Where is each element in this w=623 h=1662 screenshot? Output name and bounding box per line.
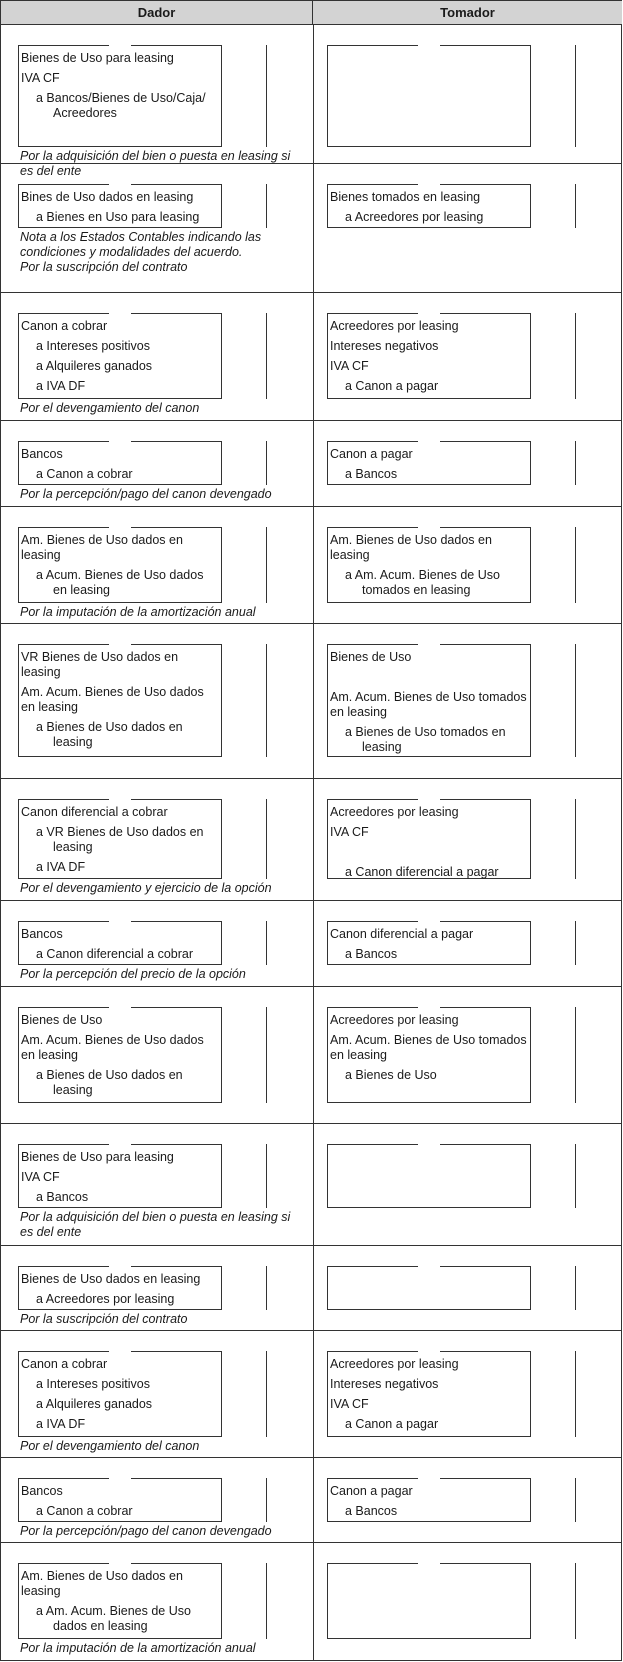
header-dador: Dador <box>1 1 313 25</box>
ledger-rule <box>266 527 267 603</box>
account-line: a Acreedores por leasing <box>36 1292 175 1306</box>
account-box <box>18 45 222 147</box>
entry-note: Por el devengamiento del canon <box>20 1439 200 1453</box>
account-line <box>330 670 528 685</box>
account-line: a Canon a cobrar <box>36 467 133 481</box>
account-line: a Bienes de Uso dados en leasing <box>36 720 183 749</box>
account-line: Am. Acum. Bienes de Uso tomados en leasing <box>330 690 527 719</box>
account-line: Acreedores por leasing <box>330 319 459 333</box>
account-box <box>18 527 222 603</box>
dador-cell <box>1 1246 313 1330</box>
account-box <box>18 799 222 879</box>
tomador-cell <box>314 624 621 778</box>
account-box <box>327 799 531 879</box>
entry-row <box>1 164 621 293</box>
account-box <box>327 45 531 147</box>
account-line: Bancos <box>21 447 63 461</box>
account-line: Canon a pagar <box>330 447 413 461</box>
entry-note: Por la suscripción del contrato <box>20 1312 188 1326</box>
account-line: a Bienes en Uso para leasing <box>36 210 200 224</box>
entry-row <box>1 25 621 178</box>
account-box <box>327 184 531 228</box>
account-box <box>18 1144 222 1208</box>
account-line: Am. Bienes de Uso dados en leasing <box>21 1569 183 1598</box>
entry-row <box>1 901 621 987</box>
account-line: IVA CF <box>21 71 60 85</box>
account-box <box>327 1563 531 1639</box>
account-line: a Canon diferencial a cobrar <box>36 947 194 961</box>
tomador-cell <box>314 1458 621 1542</box>
account-box <box>327 1007 531 1103</box>
account-box <box>327 527 531 603</box>
account-line: Bancos <box>21 1484 63 1498</box>
dador-cell <box>1 25 313 178</box>
entry-note: Por la adquisición del bien o puesta en leasing si es del ente <box>20 1210 291 1239</box>
entry-row <box>1 293 621 421</box>
entry-row <box>1 1458 621 1543</box>
account-line: Bines de Uso dados en leasing <box>21 190 194 204</box>
account-line: a Bancos/Bienes de Uso/Caja/ Acreedores <box>36 91 206 120</box>
ledger-rule <box>575 527 576 603</box>
entry-row <box>1 1331 621 1458</box>
entry-row <box>1 624 621 779</box>
ledger-rule <box>575 441 576 485</box>
entry-row <box>1 421 621 507</box>
account-line: Bienes de Uso para leasing <box>21 51 174 65</box>
account-box <box>18 1351 222 1437</box>
account-box <box>327 1351 531 1437</box>
account-line: Canon a cobrar <box>21 319 108 333</box>
ledger-rule <box>266 1478 267 1522</box>
dador-cell <box>1 164 313 292</box>
entry-note: Por la percepción/pago del canon devengado <box>20 487 272 501</box>
dador-cell <box>1 901 313 986</box>
account-box <box>18 184 222 228</box>
dador-cell <box>1 1124 313 1245</box>
account-box <box>327 1144 531 1208</box>
account-line: a Alquileres ganados <box>36 359 153 373</box>
ledger-rule <box>575 1478 576 1522</box>
account-line: Acreedores por leasing <box>330 1357 459 1371</box>
account-line: a Canon a pagar <box>345 379 439 393</box>
dador-cell <box>1 987 313 1123</box>
tomador-cell <box>314 25 621 163</box>
account-line: a Bienes de Uso <box>345 1068 437 1082</box>
account-line: Bienes de Uso <box>21 1013 103 1027</box>
entry-row <box>1 1246 621 1331</box>
entry-row <box>1 1543 621 1661</box>
account-line: a Intereses positivos <box>36 339 150 353</box>
account-line: VR Bienes de Uso dados en leasing <box>21 650 179 679</box>
account-line <box>330 845 528 860</box>
ledger-rule <box>575 921 576 965</box>
tomador-cell <box>314 779 621 900</box>
account-line: Am. Bienes de Uso dados en leasing <box>21 533 183 562</box>
account-line: a VR Bienes de Uso dados en leasing <box>36 825 204 854</box>
account-line: a Bancos <box>345 947 398 961</box>
account-line: Am. Acum. Bienes de Uso dados en leasing <box>21 685 204 714</box>
ledger-rule <box>575 184 576 228</box>
tomador-cell <box>314 1543 621 1660</box>
account-line: Intereses negativos <box>330 1377 439 1391</box>
ledger-rule <box>266 1351 267 1437</box>
account-line: IVA CF <box>330 1397 369 1411</box>
ledger-rule <box>575 1144 576 1208</box>
account-line: a Bienes de Uso dados en leasing <box>36 1068 183 1097</box>
account-line: a Bancos <box>345 1504 398 1518</box>
account-box <box>327 1478 531 1522</box>
entry-note: Por la adquisición del bien o puesta en leasing si es del ente <box>20 149 291 178</box>
dador-cell <box>1 1543 313 1660</box>
entry-note: Por la imputación de la amortización anual <box>20 605 256 619</box>
account-box <box>18 1266 222 1310</box>
entry-note: Nota a los Estados Contables indicando las condiciones y modalidades del acuerdo. Por la suscripción del contrato <box>20 230 262 274</box>
tomador-cell <box>314 1124 621 1245</box>
tomador-cell <box>314 1246 621 1330</box>
entry-row <box>1 987 621 1124</box>
ledger-rule <box>266 184 267 228</box>
dador-cell <box>1 1458 313 1542</box>
dador-cell <box>1 421 313 506</box>
account-line: Bienes de Uso para leasing <box>21 1150 174 1164</box>
account-line: a Acum. Bienes de Uso dados en leasing <box>36 568 204 597</box>
account-box <box>327 1266 531 1310</box>
entry-note: Por la imputación de la amortización anual <box>20 1641 256 1655</box>
ledger-rule <box>266 799 267 879</box>
account-box <box>18 921 222 965</box>
account-line: Am. Acum. Bienes de Uso tomados en leasing <box>330 1033 527 1062</box>
account-box <box>18 1478 222 1522</box>
account-line: Canon diferencial a cobrar <box>21 805 168 819</box>
account-box <box>18 1563 222 1639</box>
entry-note: Por el devengamiento y ejercicio de la opción <box>20 881 272 895</box>
tomador-cell <box>314 507 621 623</box>
account-line: a Canon a pagar <box>345 1417 439 1431</box>
account-line: Acreedores por leasing <box>330 805 459 819</box>
account-line: IVA CF <box>21 1170 60 1184</box>
account-box <box>18 313 222 399</box>
account-line: a IVA DF <box>36 860 86 874</box>
account-line: a Am. Acum. Bienes de Uso dados en leasing <box>36 1604 191 1633</box>
ledger-rule <box>266 441 267 485</box>
account-line: Am. Bienes de Uso dados en leasing <box>330 533 492 562</box>
tomador-cell <box>314 901 621 986</box>
dador-cell <box>1 507 313 623</box>
account-line: Acreedores por leasing <box>330 1013 459 1027</box>
dador-cell <box>1 624 313 778</box>
ledger-rule <box>575 1007 576 1103</box>
account-line: a Bienes de Uso tomados en leasing <box>345 725 506 754</box>
account-line: a Intereses positivos <box>36 1377 150 1391</box>
account-box <box>18 1007 222 1103</box>
account-line: a IVA DF <box>36 1417 86 1431</box>
account-line: Bienes de Uso dados en leasing <box>21 1272 201 1286</box>
ledger-rule <box>575 644 576 757</box>
account-line: a Bancos <box>345 467 398 481</box>
entry-row <box>1 779 621 901</box>
ledger-rule <box>266 45 267 147</box>
entry-row <box>1 507 621 624</box>
tomador-cell <box>314 421 621 506</box>
account-line: Intereses negativos <box>330 339 439 353</box>
account-box <box>327 441 531 485</box>
account-line: a IVA DF <box>36 379 86 393</box>
account-line: a Canon diferencial a pagar <box>345 865 499 879</box>
account-line: a Alquileres ganados <box>36 1397 153 1411</box>
ledger-rule <box>266 1007 267 1103</box>
ledger-rule <box>575 1351 576 1437</box>
account-line: a Canon a cobrar <box>36 1504 133 1518</box>
account-box <box>327 921 531 965</box>
account-line: a Acreedores por leasing <box>345 210 484 224</box>
ledger-rule <box>266 313 267 399</box>
account-box <box>18 644 222 757</box>
ledger-rule <box>575 799 576 879</box>
dador-cell <box>1 1331 313 1457</box>
account-line: IVA CF <box>330 825 369 839</box>
tomador-cell <box>314 293 621 420</box>
tomador-cell <box>314 1331 621 1457</box>
dador-cell <box>1 779 313 900</box>
account-box <box>327 313 531 399</box>
account-line: Canon a cobrar <box>21 1357 108 1371</box>
entry-note: Por la percepción/pago del canon devengado <box>20 1524 272 1538</box>
entry-note: Por el devengamiento del canon <box>20 401 200 415</box>
account-line: Am. Acum. Bienes de Uso dados en leasing <box>21 1033 204 1062</box>
account-line: Canon diferencial a pagar <box>330 927 474 941</box>
account-line: Bienes de Uso <box>330 650 412 664</box>
account-line: Canon a pagar <box>330 1484 413 1498</box>
ledger-rule <box>266 644 267 757</box>
tomador-cell <box>314 164 621 292</box>
account-line: Bancos <box>21 927 63 941</box>
account-box <box>18 441 222 485</box>
account-line: IVA CF <box>330 359 369 373</box>
ledger-rule <box>575 1563 576 1639</box>
ledger-rule <box>266 1266 267 1310</box>
account-box <box>327 644 531 757</box>
tomador-cell <box>314 987 621 1123</box>
dador-cell <box>1 293 313 420</box>
header-tomador: Tomador <box>313 1 622 25</box>
entry-note: Por la percepción del precio de la opción <box>20 967 246 981</box>
ledger-rule <box>266 1563 267 1639</box>
account-line: Bienes tomados en leasing <box>330 190 481 204</box>
ledger-rule <box>266 921 267 965</box>
ledger-rule <box>575 1266 576 1310</box>
account-line: a Am. Acum. Bienes de Uso tomados en leasing <box>345 568 500 597</box>
entry-row <box>1 1124 621 1246</box>
ledger-rule <box>575 313 576 399</box>
ledger-rule <box>575 45 576 147</box>
account-line: a Bancos <box>36 1190 89 1204</box>
ledger-rule <box>266 1144 267 1208</box>
